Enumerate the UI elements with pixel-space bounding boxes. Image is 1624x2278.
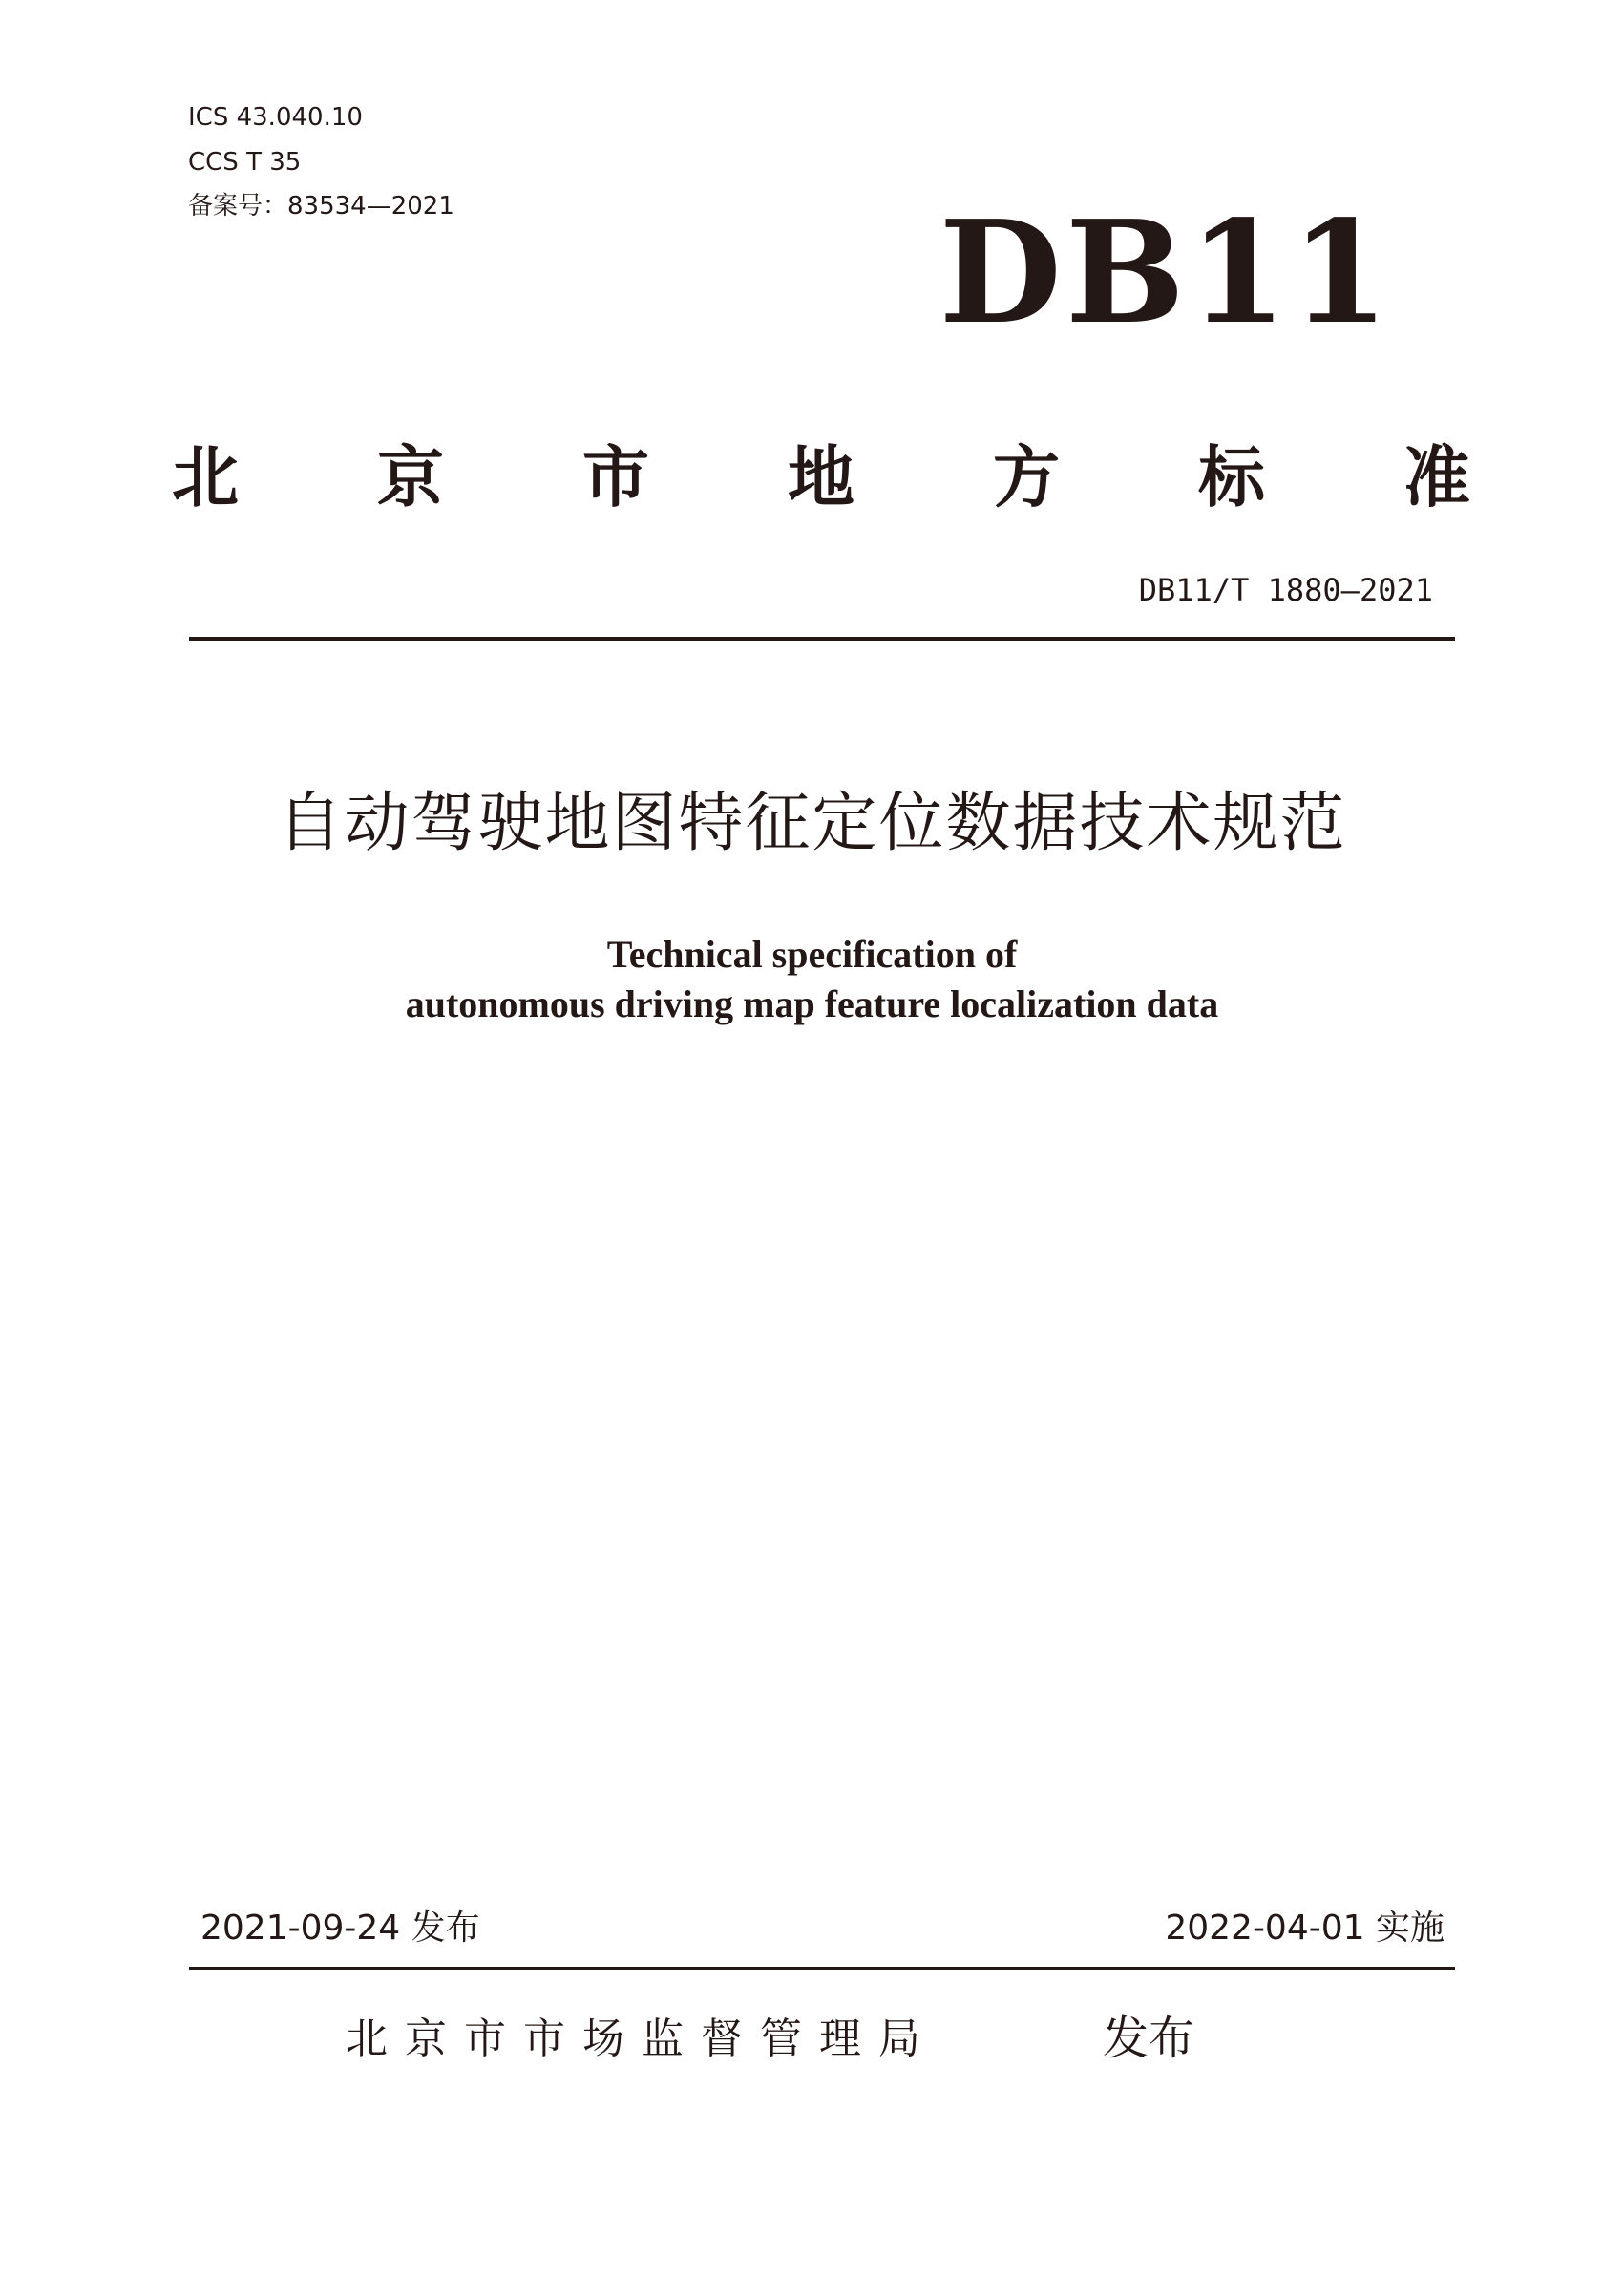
publish-label: 发布 bbox=[1103, 2012, 1195, 2065]
top-divider bbox=[189, 637, 1455, 641]
bottom-divider bbox=[189, 1967, 1455, 1970]
standard-type-char: 方 bbox=[993, 438, 1060, 517]
standard-type-char: 标 bbox=[1198, 438, 1265, 517]
standard-type-char: 地 bbox=[788, 438, 854, 517]
issue-date: 2021-09-24 发布 bbox=[200, 1909, 480, 1948]
implementation-date: 2022-04-01 实施 bbox=[1165, 1909, 1445, 1948]
ccs-code: CCS T 35 bbox=[188, 148, 302, 177]
title-chinese: 自动驾驶地图特征定位数据技术规范 bbox=[277, 786, 1347, 861]
publisher-name: 北京市市场监督管理局 bbox=[346, 2014, 938, 2063]
ics-code: ICS 43.040.10 bbox=[188, 103, 363, 132]
standard-type-char: 准 bbox=[1403, 438, 1470, 517]
standard-type-char: 市 bbox=[582, 438, 649, 517]
standard-type-char: 京 bbox=[377, 438, 444, 517]
filing-number: 备案号：83534—2021 bbox=[188, 192, 454, 221]
standard-type-heading bbox=[172, 434, 1470, 520]
title-english-line1: Technical specification of bbox=[606, 933, 1018, 976]
standard-type-char: 北 bbox=[172, 438, 239, 517]
standard-number: DB11/T 1880—2021 bbox=[1138, 572, 1433, 608]
db-logo: DB11 bbox=[939, 189, 1393, 355]
title-english-line2: autonomous driving map feature localization data bbox=[405, 982, 1219, 1025]
